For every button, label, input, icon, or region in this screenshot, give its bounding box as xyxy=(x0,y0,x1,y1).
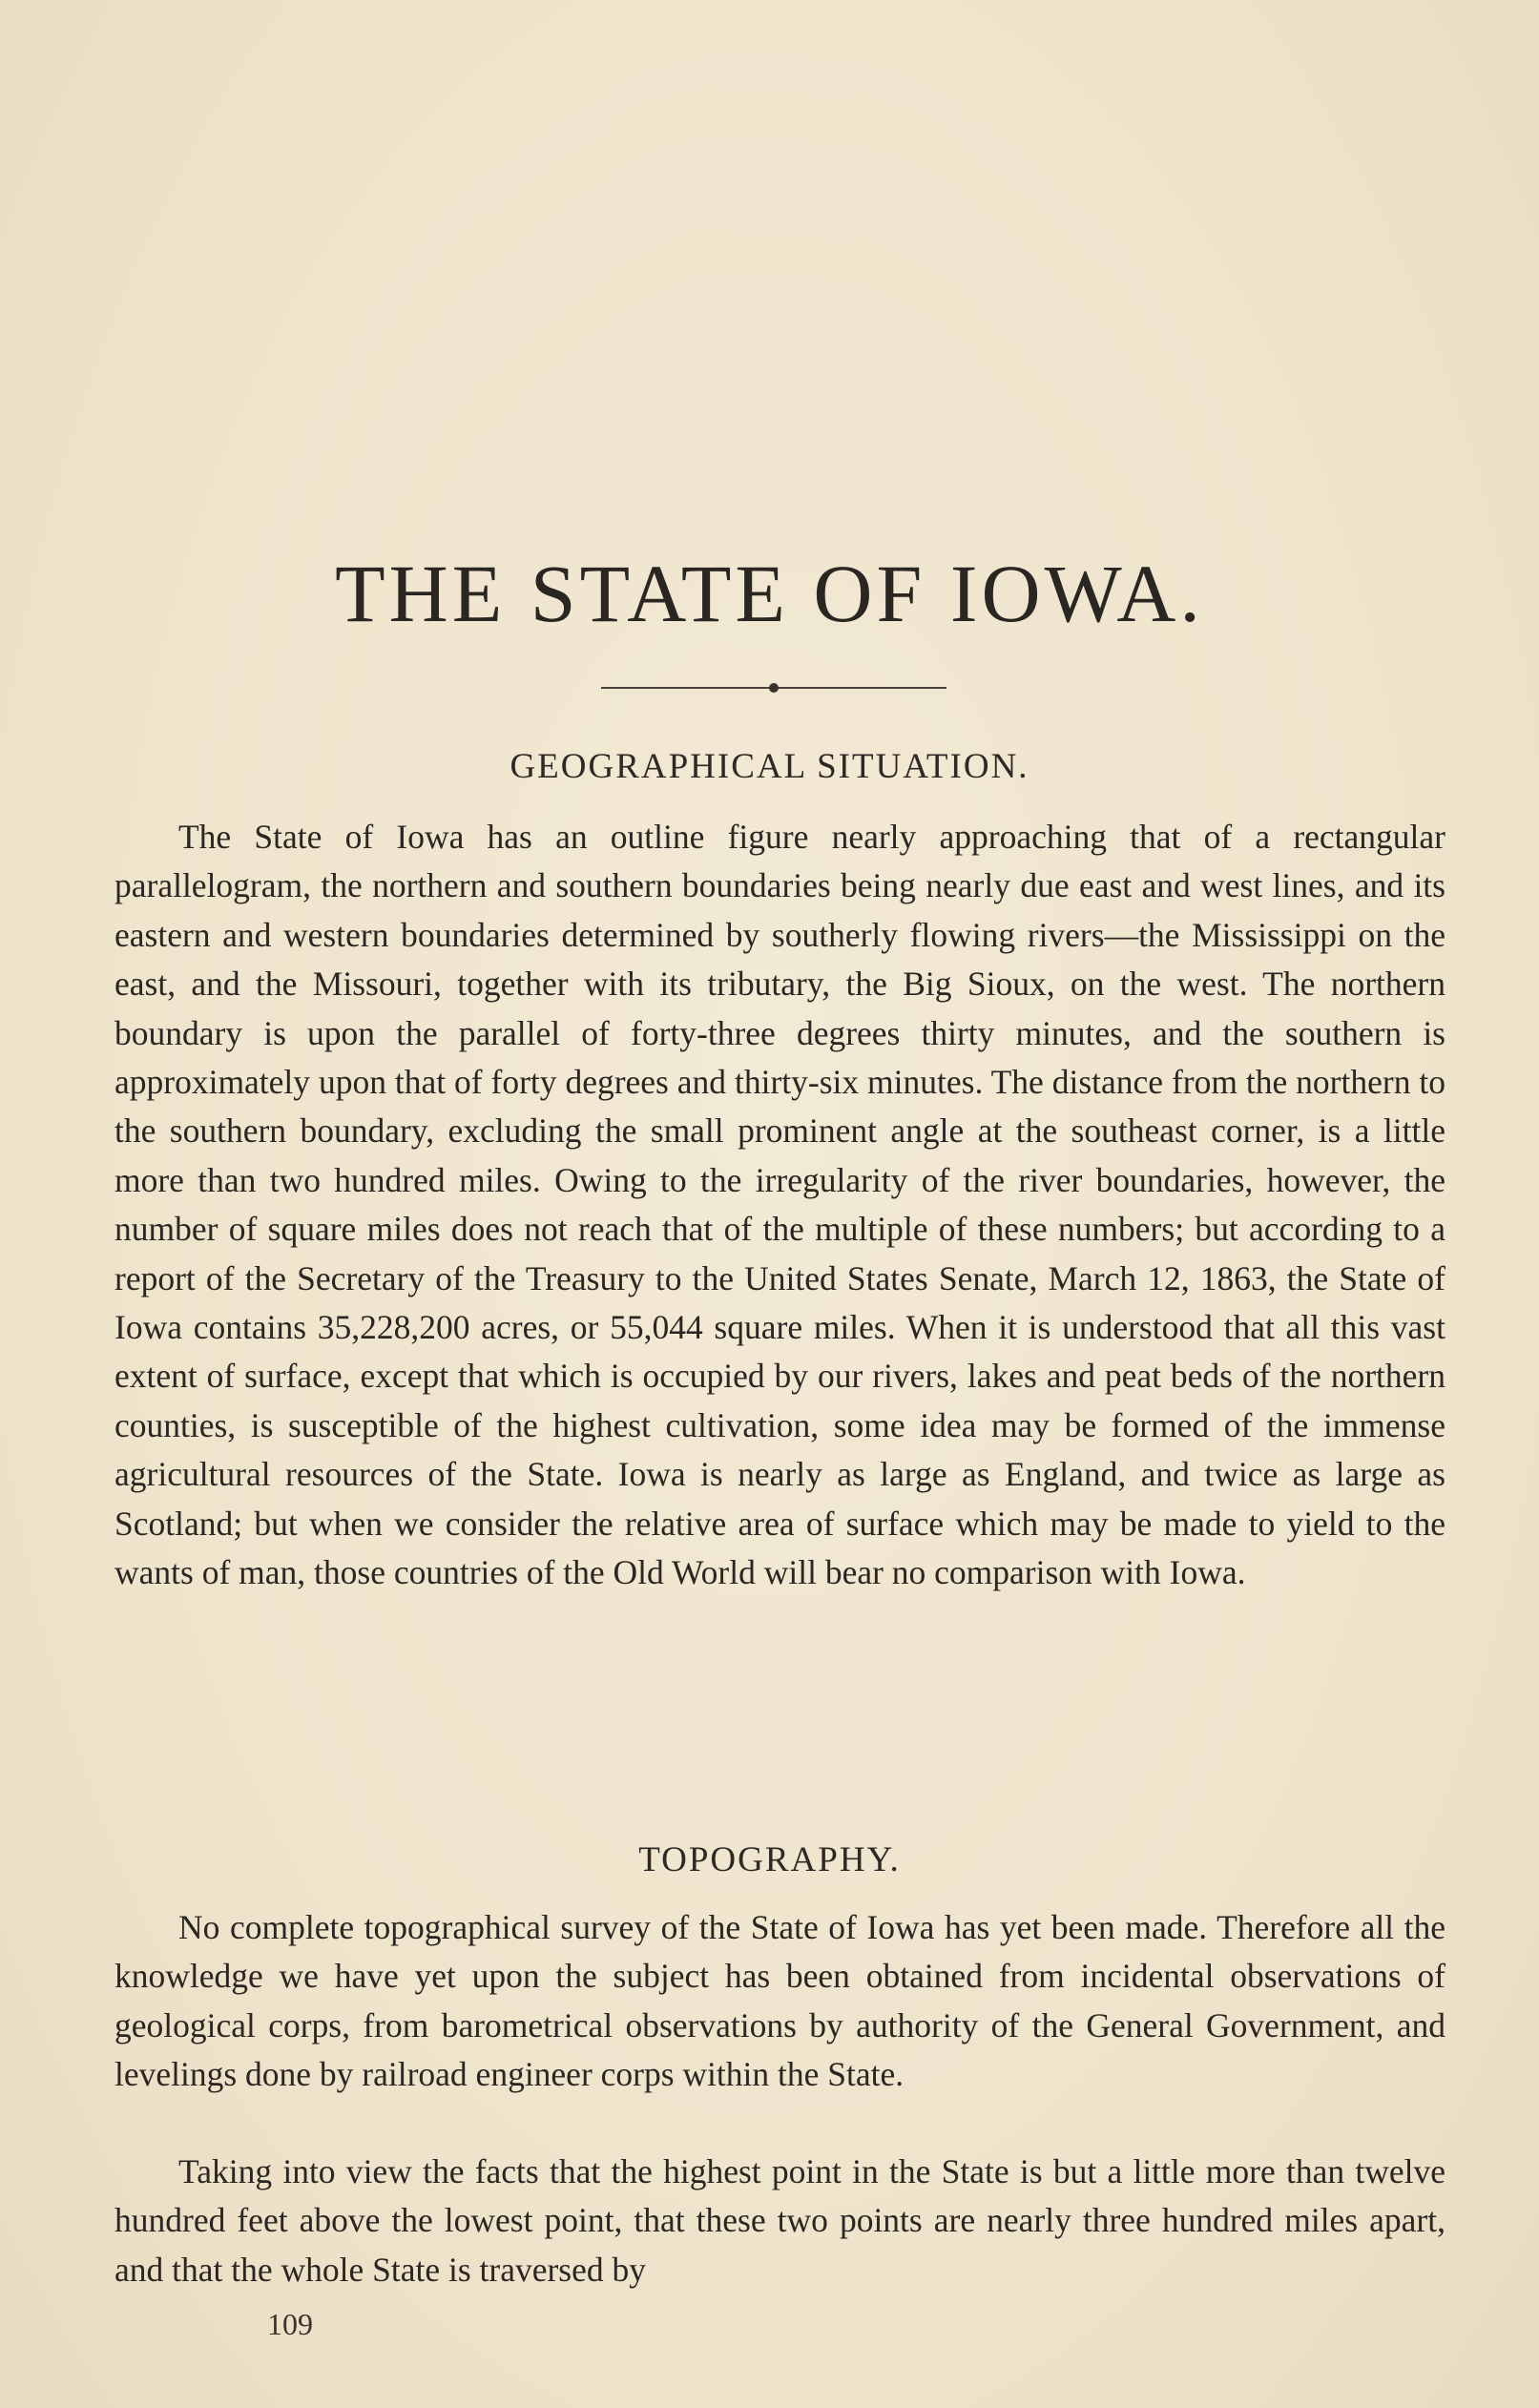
paragraph-geographical-situation: The State of Iowa has an outline figure nearly approaching that of a rectangular parallelogram, the northern and southern boundaries being nearly due east and west lines, and its eastern and western boundaries determined by southerly flowing rivers—the Mississippi on the east, and the Missouri, together with its tributary, the Big Sioux, on the west. The northern boundary is upon the parallel of forty-three degrees thirty minutes, and the southern is approximately upon that of forty degrees and thirty-six minutes. The distance from the northern to the southern boundary, excluding the small prominent angle at the southeast corner, is a little more than two hundred miles. Owing to the irregularity of the river boundaries, however, the number of square miles does not reach that of the multiple of these numbers; but according to a report of the Secretary of the Treasury to the United States Senate, March 12, 1863, the State of Iowa contains 35,228,200 acres, or 55,044 square miles. When it is understood that all this vast extent of surface, except that which is occupied by our rivers, lakes and peat beds of the northern counties, is susceptible of the highest cultivation, some idea may be formed of the immense agricultural resources of the State. Iowa is nearly as large as England, and twice as large as Scotland; but when we consider the relative area of surface which may be made to yield to the wants of man, those countries of the Old World will bear no comparison with Iowa. xyxy=(114,818,1445,1592)
page-number: 109 xyxy=(267,2307,313,2341)
paragraph-topography-1: No complete topographical survey of the State of Iowa has yet been made. Therefore all the knowledge we have yet upon the subject has been obtained from incidental observations of geological corps, from barometrical observations by authority of the General Government, and levelings done by railroad engineer corps within the State. xyxy=(114,1908,1445,2094)
paragraph-topography-2: Taking into view the facts that the highest point in the State is but a little more than twelve hundred feet above the lowest point, that these two points are nearly three hundred miles apart, and that the whole State is traversed by xyxy=(114,2152,1445,2289)
ornamental-rule-dot xyxy=(769,683,779,693)
section-heading-topography: TOPOGRAPHY. xyxy=(638,1840,901,1879)
page-title: THE STATE OF IOWA. xyxy=(335,548,1204,639)
section-heading-geographical-situation: GEOGRAPHICAL SITUATION. xyxy=(510,747,1029,786)
